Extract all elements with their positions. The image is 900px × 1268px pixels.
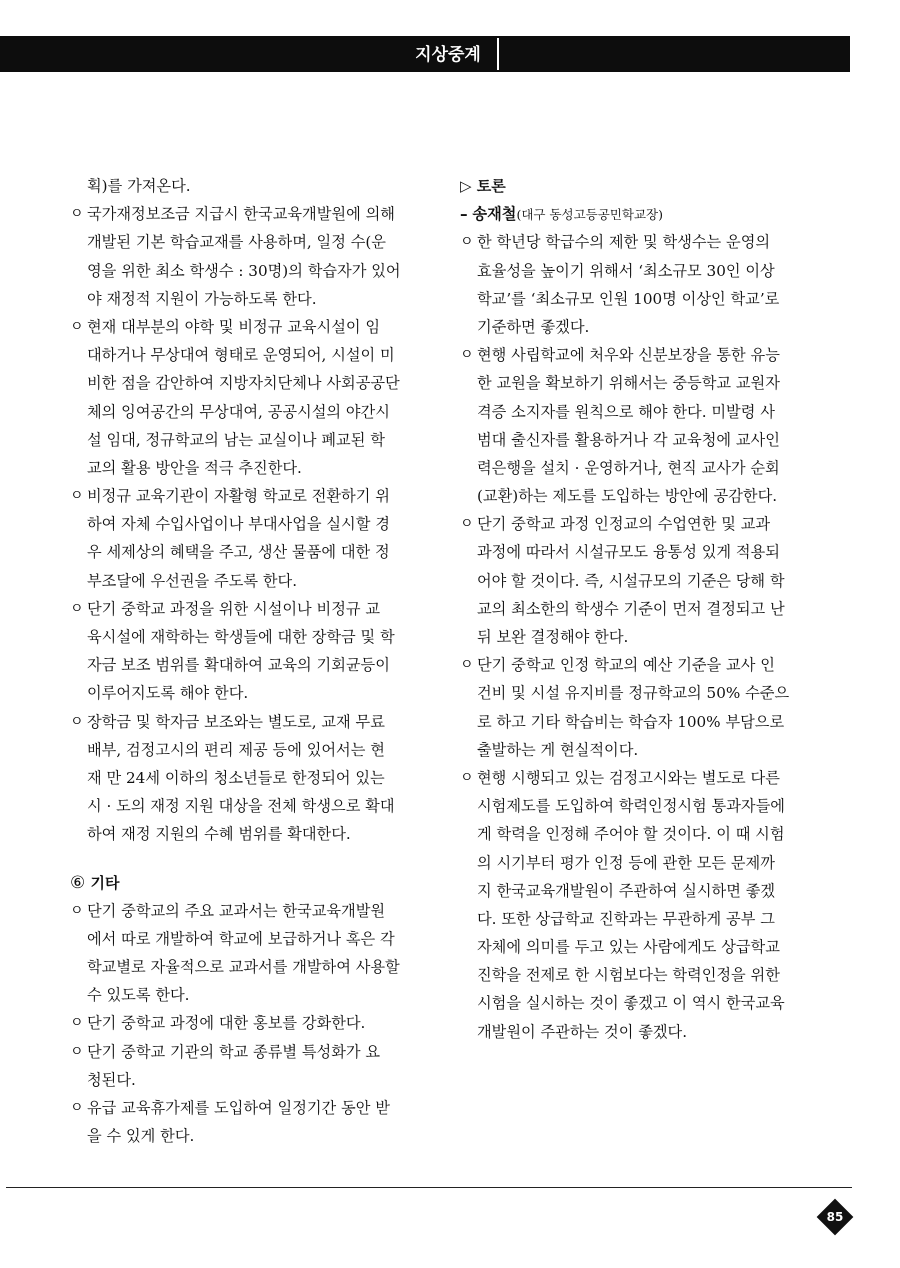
bullet-marker-icon: ㅇ [70, 318, 84, 335]
text-line: 어야 할 것이다. 즉, 시설규모의 기준은 당해 학 [477, 571, 785, 590]
text-line: 건비 및 시설 유지비를 정규학교의 50% 수준으 [477, 684, 790, 703]
text-line: 효율성을 높이기 위해서 ‘최소규모 30인 이상 [477, 261, 775, 280]
page-number: 85 [826, 1210, 844, 1224]
section-header-title: 지상중계 [415, 45, 481, 65]
text-line: 재 만 24세 이하의 청소년들로 한정되어 있는 [87, 768, 385, 787]
text-line: 로 하고 기타 학습비는 학습자 100% 부담으로 [477, 712, 785, 731]
text-line: 시 · 도의 재정 지원 대상을 전체 학생으로 확대 [87, 797, 395, 816]
text-line: 시험제도를 도입하여 학력인정시험 통과자들에 [477, 797, 785, 816]
bullet-marker-icon: ㅇ [460, 516, 474, 533]
discussion-title: 토론 [476, 177, 506, 195]
text-line: 단기 중학교 인정 학교의 예산 기준을 교사 인 [477, 656, 775, 675]
text-line: 하여 재정 지원의 수혜 범위를 확대한다. [87, 825, 351, 844]
text-line: 개발원이 주관하는 것이 좋겠다. [477, 1022, 688, 1041]
speaker-line [460, 200, 826, 228]
text-line: 단기 중학교 과정 인정교의 수업연한 및 교과 [477, 515, 771, 534]
text-line: 단기 중학교 과정을 위한 시설이나 비정규 교 [87, 599, 381, 618]
text-line: 개발된 기본 학습교재를 사용하며, 일정 수(운 [87, 233, 386, 252]
text-line: 현재 대부분의 야학 및 비정규 교육시설이 임 [87, 317, 381, 336]
text-line: 하여 자체 수입사업이나 부대사업을 실시할 경 [87, 515, 390, 534]
header-divider [497, 38, 499, 70]
text-line: 력은행을 설치 · 운영하거나, 현직 교사가 순회 [477, 458, 780, 477]
bullet-marker-icon: ㅇ [70, 206, 84, 223]
text-line: 비정규 교육기관이 자활형 학교로 전환하기 위 [87, 487, 390, 506]
text-line: 육시설에 재학하는 학생들에 대한 장학금 및 학 [87, 628, 395, 646]
text-line: 에서 따로 개발하여 학교에 보급하거나 혹은 각 [87, 929, 395, 948]
text-line: 장학금 및 학자금 보조와는 별도로, 교재 무료 [87, 712, 385, 731]
text-line: 다. 또한 상급학교 진학과는 무관하게 공부 그 [477, 909, 775, 928]
bullet-item [460, 228, 826, 341]
bullet-marker-icon: ㅇ [70, 1100, 84, 1116]
text-line: 설 임대, 정규학교의 남는 교실이나 폐교된 학 [87, 430, 385, 449]
bullet-item [460, 510, 826, 651]
text-line: 자체에 의미를 두고 있는 사람에게도 상급학교 [477, 938, 780, 957]
left-column [70, 172, 442, 1150]
text-line: 단기 중학교의 주요 교과서는 한국교육개발원 [87, 901, 386, 920]
bullet-item [70, 708, 442, 849]
text-line: 이루어지도록 해야 한다. [87, 684, 249, 703]
section-heading [70, 869, 442, 897]
section-number: ⑥ [70, 872, 86, 893]
footer-divider [6, 1187, 852, 1188]
text-line: 의 시기부터 평가 인정 등에 관한 모든 문제까 [477, 853, 775, 872]
text-line: 진학을 전제로 한 시험보다는 학력인정을 위한 [477, 966, 780, 985]
text-line: 지 한국교육개발원이 주관하여 실시하면 좋겠 [477, 881, 776, 900]
right-bullet-list [460, 228, 826, 1045]
speaker-affiliation: (대구 동성고등공민학교장) [516, 207, 663, 223]
text-line: 학교별로 자율적으로 교과서를 개발하여 사용할 [87, 958, 400, 977]
text-line: 게 학력을 인정해 주어야 할 것이다. 이 때 시험 [477, 825, 785, 844]
right-column [460, 172, 826, 1046]
text-line: 기준하면 좋겠다. [477, 317, 590, 336]
text-line: 영을 위한 최소 학생수 : 30명)의 학습자가 있어 [87, 261, 401, 280]
text-line: 야 재정적 지원이 가능하도록 한다. [87, 289, 317, 308]
bullet-item [70, 1038, 442, 1094]
text-line: 배부, 검정고시의 편리 제공 등에 있어서는 현 [87, 740, 385, 759]
text-line: 교의 활용 방안을 적극 추진한다. [87, 458, 302, 477]
section-title: 기타 [90, 873, 120, 892]
continued-text-line: 획)를 가져온다. [87, 177, 191, 195]
bullet-item [70, 897, 442, 1010]
text-line: 단기 중학교 과정에 대한 홍보를 강화한다. [87, 1014, 366, 1033]
speaker-dash: – [460, 205, 468, 224]
bullet-item [70, 200, 442, 313]
bullet-item [70, 1009, 442, 1037]
bullet-marker-icon: ㅇ [70, 1015, 84, 1032]
left-bullet-list-2 [70, 897, 442, 1151]
bullet-marker-icon: ㅇ [70, 600, 84, 617]
text-line: 자금 보조 범위를 확대하여 교육의 기회균등이 [87, 656, 390, 675]
bullet-marker-icon: ㅇ [70, 488, 84, 505]
text-line: 한 교원을 확보하기 위해서는 중등학교 교원자 [477, 374, 780, 393]
text-line: 비한 점을 감안하여 지방자치단체나 사회공공단 [87, 374, 400, 393]
discussion-heading [460, 172, 826, 200]
bullet-item [70, 313, 442, 482]
text-line: 교의 최소한의 학생수 기준이 먼저 결정되고 난 [477, 599, 785, 618]
text-line: 체의 잉여공간의 무상대여, 공공시설의 야간시 [87, 402, 390, 421]
text-line: 청된다. [87, 1070, 136, 1089]
triangle-icon: ▷ [460, 177, 472, 195]
text-line: 격증 소지자를 원칙으로 해야 한다. 미발령 사 [477, 402, 775, 421]
bullet-marker-icon: ㅇ [460, 769, 474, 786]
text-line: 우 세제상의 혜택을 주고, 생산 물품에 대한 정 [87, 543, 390, 562]
bullet-marker-icon: ㅇ [70, 1043, 84, 1060]
speaker-name: 송재철 [472, 205, 517, 224]
text-line: 학교’를 ‘최소규모 인원 100명 이상인 학교’로 [477, 289, 780, 308]
bullet-item [460, 651, 826, 764]
bullet-item [460, 764, 826, 1046]
bullet-item [70, 482, 442, 595]
bullet-marker-icon: ㅇ [70, 713, 84, 730]
text-line: 시험을 실시하는 것이 좋겠고 이 역시 한국교육 [477, 994, 785, 1013]
bullet-marker-icon: ㅇ [460, 234, 474, 251]
bullet-marker-icon: ㅇ [460, 347, 474, 364]
bullet-marker-icon: ㅇ [70, 902, 84, 919]
text-line: 뒤 보완 결정해야 한다. [477, 628, 629, 646]
text-line: (교환)하는 제도를 도입하는 방안에 공감한다. [477, 487, 778, 506]
text-line: 범대 출신자를 활용하거나 각 교육청에 교사인 [477, 430, 780, 449]
bullet-item [70, 595, 442, 708]
text-line: 유급 교육휴가제를 도입하여 일정기간 동안 받 [87, 1099, 390, 1117]
bullet-item [460, 341, 826, 510]
text-line: 한 학년당 학급수의 제한 및 학생수는 운영의 [477, 233, 771, 252]
text-line: 출발하는 게 현실적이다. [477, 740, 639, 759]
text-line: 부조달에 우선권을 주도록 한다. [87, 571, 298, 590]
text-line: 현행 시행되고 있는 검정고시와는 별도로 다른 [477, 768, 780, 787]
text-line: 을 수 있게 한다. [87, 1127, 195, 1146]
text-line: 수 있도록 한다. [87, 986, 190, 1005]
text-line: 현행 사립학교에 처우와 신분보장을 통한 유능 [477, 346, 780, 365]
bullet-item [70, 1094, 442, 1150]
text-line: 과정에 따라서 시설규모도 융통성 있게 적용되 [477, 543, 780, 562]
left-bullet-list [70, 200, 442, 848]
text-line: 국가재정보조금 지급시 한국교육개발원에 의해 [87, 205, 395, 224]
text-line: 대하거나 무상대여 형태로 운영되어, 시설이 미 [87, 346, 395, 365]
bullet-marker-icon: ㅇ [460, 657, 474, 674]
text-line: 단기 중학교 기관의 학교 종류별 특성화가 요 [87, 1042, 381, 1061]
